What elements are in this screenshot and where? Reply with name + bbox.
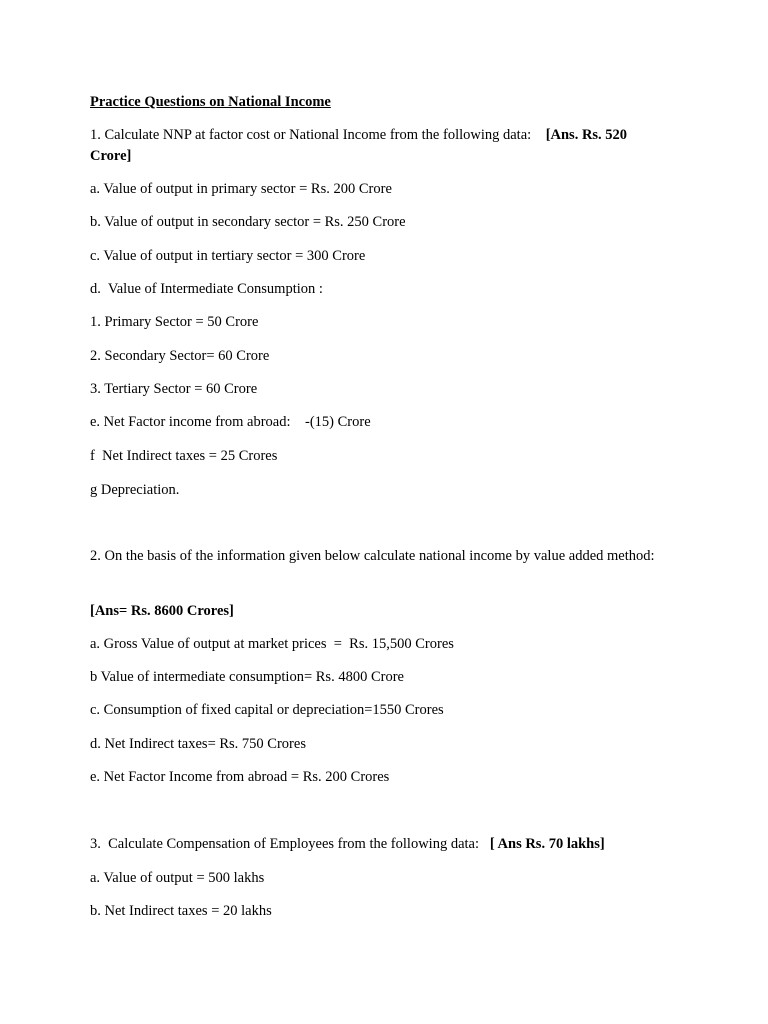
question-3-item: b. Net Indirect taxes = 20 lakhs — [90, 903, 272, 919]
question-1-subitem: 2. Secondary Sector= 60 Crore — [90, 348, 270, 364]
question-1 — [90, 125, 660, 167]
question-3-text: 3. Calculate Compensation of Employees from the following data: — [90, 836, 479, 852]
question-1-item: d. Value of Intermediate Consumption : — [90, 281, 323, 297]
question-1-item: f Net Indirect taxes = 25 Crores — [90, 448, 278, 464]
question-2-text: 2. On the basis of the information given below calculate national income by value added method: — [90, 548, 655, 564]
question-1-text: 1. Calculate NNP at factor cost or National Income from the following data: — [90, 127, 532, 143]
question-1-subitem: 1. Primary Sector = 50 Crore — [90, 314, 259, 330]
question-1-item: c. Value of output in tertiary sector = 300 Crore — [90, 248, 366, 264]
question-2-item: e. Net Factor Income from abroad = Rs. 200 Crores — [90, 769, 390, 785]
question-2-item: b Value of intermediate consumption= Rs. 4800 Crore — [90, 669, 404, 685]
question-3-answer: [ Ans Rs. 70 lakhs] — [489, 836, 605, 852]
question-2-item: a. Gross Value of output at market prices = Rs. 15,500 Crores — [90, 636, 454, 652]
question-1-subitem: 3. Tertiary Sector = 60 Crore — [90, 381, 258, 397]
question-2-item: d. Net Indirect taxes= Rs. 750 Crores — [90, 736, 306, 752]
question-3 — [90, 834, 605, 855]
question-3-item: a. Value of output = 500 lakhs — [90, 870, 265, 886]
question-2-answer: [Ans= Rs. 8600 Crores] — [90, 603, 234, 619]
question-1-item: a. Value of output in primary sector = Rs. 200 Crore — [90, 181, 392, 197]
question-1-item: b. Value of output in secondary sector = Rs. 250 Crore — [90, 214, 406, 230]
question-1-answer: [Ans. Rs. 520 Crore] — [90, 127, 628, 164]
question-1-item: g Depreciation. — [90, 482, 180, 498]
document-title: Practice Questions on National Income — [90, 94, 331, 110]
question-1-item: e. Net Factor income from abroad: -(15) Crore — [90, 414, 371, 430]
question-2-item: c. Consumption of fixed capital or depreciation=1550 Crores — [90, 702, 444, 718]
